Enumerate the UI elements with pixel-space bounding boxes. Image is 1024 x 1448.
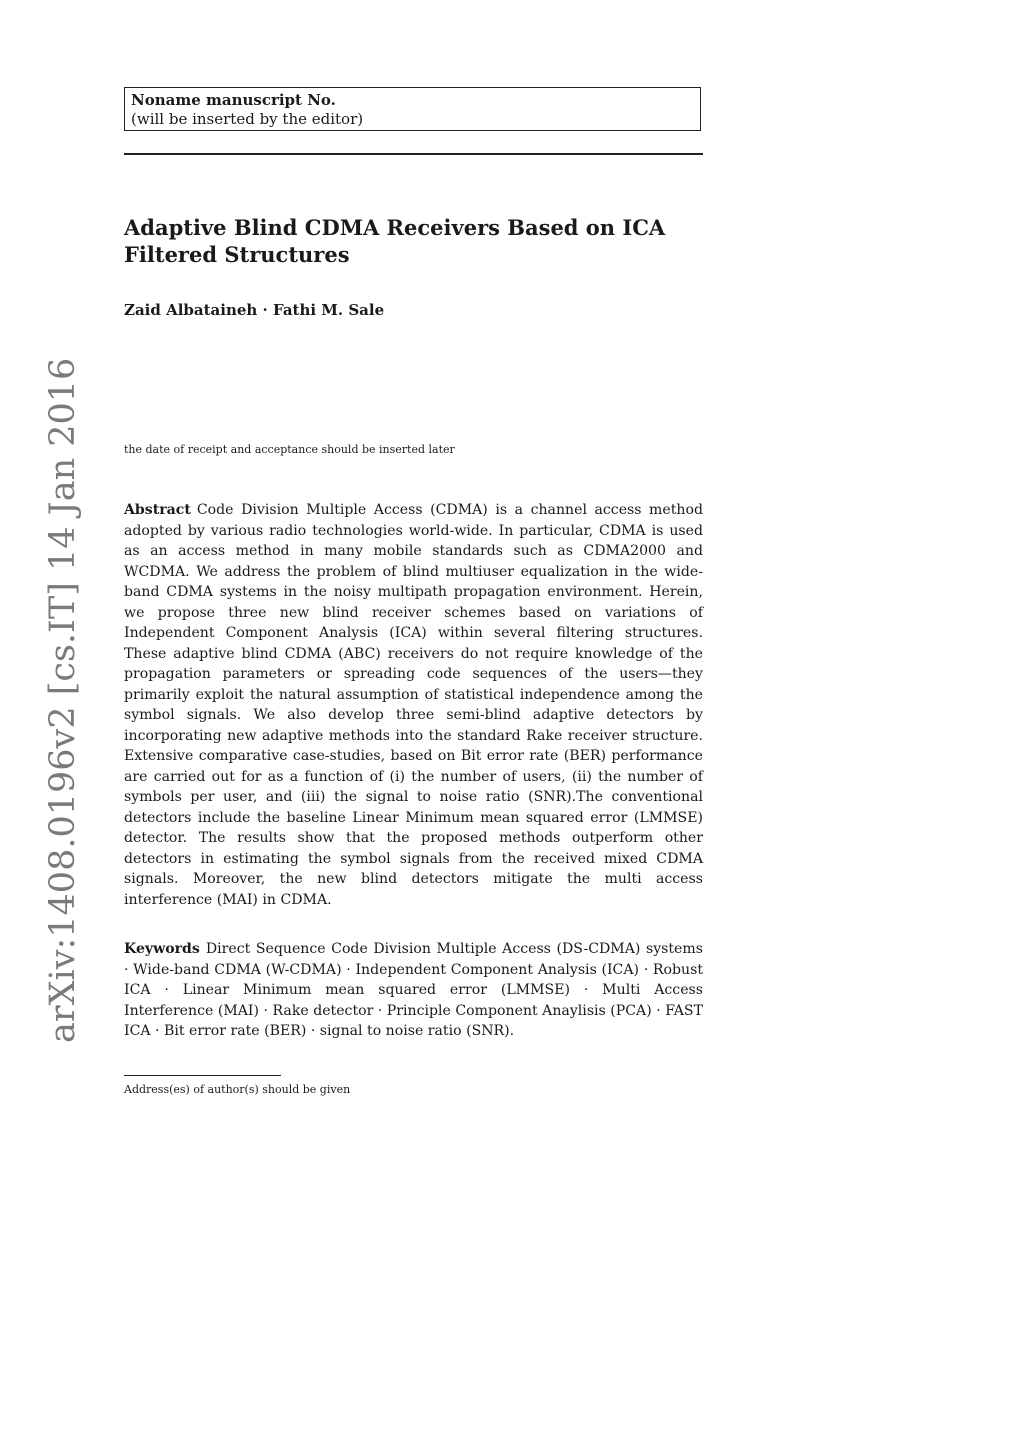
- keywords-text: Direct Sequence Code Division Multiple Access (DS-CDMA) systems · Wide-band CDMA (W-CDMA) · Independent Component Analysis (ICA) · Robust ICA · Linear Minimum mean squared error (LMMSE) · Multi Access Interference (MAI) · Rake detector · Principle Component Anaylisis (PCA) · FAST ICA · Bit error rate (BER) · signal to noise ratio (SNR).: [124, 941, 703, 1039]
- arxiv-identifier: arXiv:1408.0196v2 [cs.IT] 14 Jan 2016: [43, 357, 83, 1043]
- receipt-date-note: the date of receipt and acceptance should be inserted later: [124, 443, 455, 456]
- manuscript-number-box: [124, 87, 701, 131]
- manuscript-number-label: Noname manuscript No.: [131, 91, 336, 109]
- header-rule: [124, 153, 703, 155]
- paper-title-line-1: Adaptive Blind CDMA Receivers Based on ICA: [124, 215, 666, 240]
- paper-title: [124, 214, 704, 268]
- keywords-paragraph: [124, 939, 703, 1042]
- abstract-label: Abstract: [124, 502, 191, 518]
- author-list: Zaid Albataineh · Fathi M. Sale: [124, 301, 385, 319]
- author-address-footnote: Address(es) of author(s) should be given: [124, 1083, 351, 1096]
- footnote-rule: [124, 1075, 281, 1076]
- paper-title-line-2: Filtered Structures: [124, 242, 350, 267]
- abstract-text: Code Division Multiple Access (CDMA) is a channel access method adopted by various radio technologies world-wide. In particular, CDMA is used as an access method in many mobile standards such as CDMA2000 and WCDMA. We address the problem of blind multiuser equalization in the wide-band CDMA systems in the noisy multipath propagation environment. Herein, we propose three new blind receiver schemes based on variations of Independent Component Analysis (ICA) within several filtering structures. These adaptive blind CDMA (ABC) receivers do not require knowledge of the propagation parameters or spreading code sequences of the users—they primarily exploit the natural assumption of statistical independence among the symbol signals. We also develop three semi-blind adaptive detectors by incorporating new adaptive methods into the standard Rake receiver structure. Extensive comparative case-studies, based on Bit error rate (BER) performance are carried out for as a function of (i) the number of users, (ii) the number of symbols per user, and (iii) the signal to noise ratio (SNR).The conventional detectors include the baseline Linear Minimum mean squared error (LMMSE) detector. The results show that the proposed methods outperform other detectors in estimating the symbol signals from the received mixed CDMA signals. Moreover, the new blind detectors mitigate the multi access interference (MAI) in CDMA.: [124, 502, 703, 908]
- keywords-label: Keywords: [124, 941, 200, 957]
- abstract-paragraph: [124, 500, 703, 910]
- editor-note: (will be inserted by the editor): [131, 110, 364, 128]
